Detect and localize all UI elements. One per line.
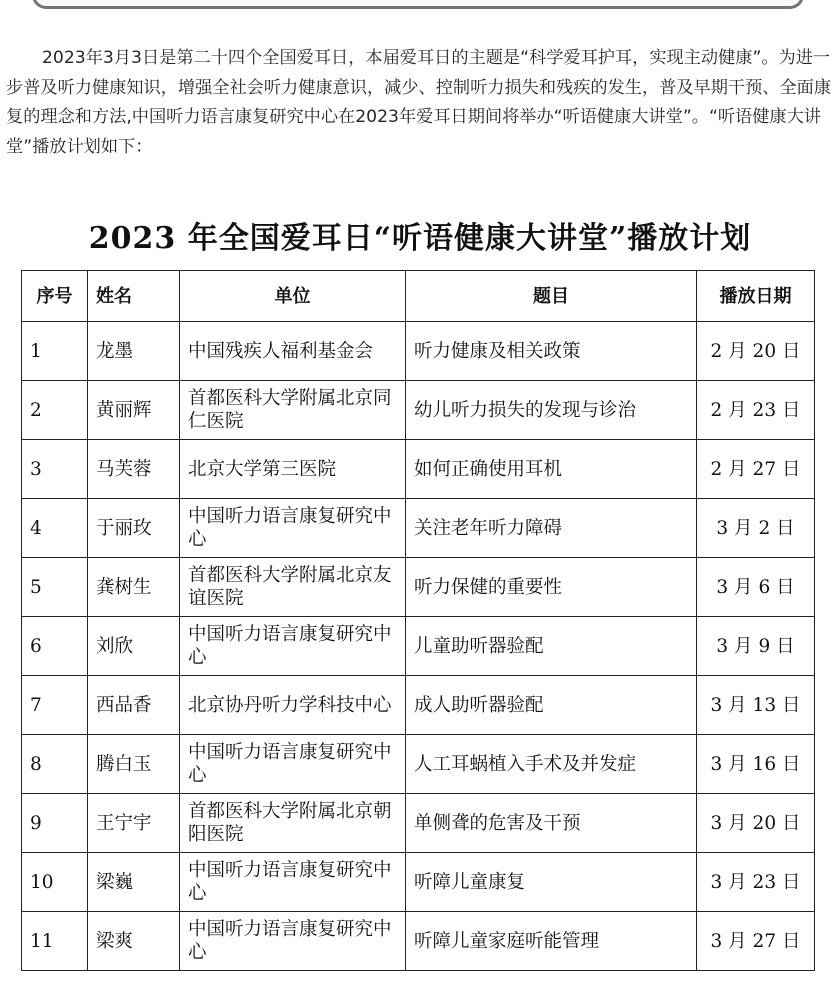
- cell-date: 3 月 23 日: [697, 853, 815, 912]
- table-row: [22, 912, 815, 971]
- header-topic: 题目: [406, 271, 697, 322]
- schedule-table: [21, 270, 815, 971]
- cell-unit: 中国残疾人福利基金会: [180, 322, 406, 381]
- cell-date: 3 月 27 日: [697, 912, 815, 971]
- cell-name: 王宁宇: [88, 794, 180, 853]
- cell-topic: 单侧聋的危害及干预: [406, 794, 697, 853]
- cell-name: 于丽玫: [88, 499, 180, 558]
- cell-no: 10: [22, 853, 88, 912]
- cell-name: 刘欣: [88, 617, 180, 676]
- cell-date: 3 月 20 日: [697, 794, 815, 853]
- table-title: 2023 年全国爱耳日“听语健康大讲堂”播放计划: [88, 221, 752, 256]
- table-row: [22, 322, 815, 381]
- header-no: 序号: [22, 271, 88, 322]
- cell-no: 6: [22, 617, 88, 676]
- cell-no: 9: [22, 794, 88, 853]
- cell-unit: 中国听力语言康复研究中心: [180, 735, 406, 794]
- table-body: [22, 322, 815, 971]
- cell-no: 1: [22, 322, 88, 381]
- table-row: [22, 853, 815, 912]
- table-header-row: [22, 271, 815, 322]
- cell-unit: 首都医科大学附属北京朝阳医院: [180, 794, 406, 853]
- cell-unit: 首都医科大学附属北京同仁医院: [180, 381, 406, 440]
- intro-paragraph: 2023年3月3日是第二十四个全国爱耳日，本届爱耳日的主题是“科学爱耳护耳，实现主动健康”。为进一步普及听力健康知识，增强全社会听力健康意识，减少、控制听力损失和残疾的发生，普及早期干预、全面康复的理念和方法,中国听力语言康复研究中心在2023年爱耳日期间将举办“听语健康大讲堂”。“听语健康大讲堂”播放计划如下：: [6, 48, 832, 157]
- table-row: [22, 558, 815, 617]
- cell-name: 龙墨: [88, 322, 180, 381]
- table-row: [22, 794, 815, 853]
- cell-name: 龚树生: [88, 558, 180, 617]
- cell-no: 8: [22, 735, 88, 794]
- header-date: 播放日期: [697, 271, 815, 322]
- cell-date: 2 月 23 日: [697, 381, 815, 440]
- cell-date: 3 月 6 日: [697, 558, 815, 617]
- cell-topic: 人工耳蜗植入手术及并发症: [406, 735, 697, 794]
- cell-unit: 中国听力语言康复研究中心: [180, 853, 406, 912]
- cell-unit: 首都医科大学附属北京友谊医院: [180, 558, 406, 617]
- cell-topic: 听障儿童家庭听能管理: [406, 912, 697, 971]
- cell-no: 5: [22, 558, 88, 617]
- table-row: [22, 499, 815, 558]
- cell-topic: 听力健康及相关政策: [406, 322, 697, 381]
- header-name: 姓名: [88, 271, 180, 322]
- cell-topic: 听力保健的重要性: [406, 558, 697, 617]
- cell-topic: 听障儿童康复: [406, 853, 697, 912]
- cell-name: 马芙蓉: [88, 440, 180, 499]
- cell-topic: 成人助听器验配: [406, 676, 697, 735]
- cell-topic: 儿童助听器验配: [406, 617, 697, 676]
- cell-date: 3 月 16 日: [697, 735, 815, 794]
- cell-unit: 中国听力语言康复研究中心: [180, 912, 406, 971]
- cell-no: 7: [22, 676, 88, 735]
- cell-unit: 北京协丹听力学科技中心: [180, 676, 406, 735]
- cell-topic: 幼儿听力损失的发现与诊治: [406, 381, 697, 440]
- cell-no: 11: [22, 912, 88, 971]
- table-row: [22, 617, 815, 676]
- table-row: [22, 676, 815, 735]
- top-card-border: [32, 0, 804, 9]
- cell-topic: 关注老年听力障碍: [406, 499, 697, 558]
- cell-name: 西品香: [88, 676, 180, 735]
- cell-topic: 如何正确使用耳机: [406, 440, 697, 499]
- cell-name: 黄丽辉: [88, 381, 180, 440]
- cell-date: 2 月 20 日: [697, 322, 815, 381]
- cell-name: 梁爽: [88, 912, 180, 971]
- cell-unit: 中国听力语言康复研究中心: [180, 499, 406, 558]
- header-unit: 单位: [180, 271, 406, 322]
- cell-date: 3 月 9 日: [697, 617, 815, 676]
- cell-date: 2 月 27 日: [697, 440, 815, 499]
- table-row: [22, 381, 815, 440]
- table-row: [22, 735, 815, 794]
- cell-date: 3 月 13 日: [697, 676, 815, 735]
- table-row: [22, 440, 815, 499]
- cell-date: 3 月 2 日: [697, 499, 815, 558]
- cell-unit: 中国听力语言康复研究中心: [180, 617, 406, 676]
- cell-name: 腾白玉: [88, 735, 180, 794]
- cell-no: 2: [22, 381, 88, 440]
- cell-name: 梁巍: [88, 853, 180, 912]
- cell-no: 3: [22, 440, 88, 499]
- cell-unit: 北京大学第三医院: [180, 440, 406, 499]
- cell-no: 4: [22, 499, 88, 558]
